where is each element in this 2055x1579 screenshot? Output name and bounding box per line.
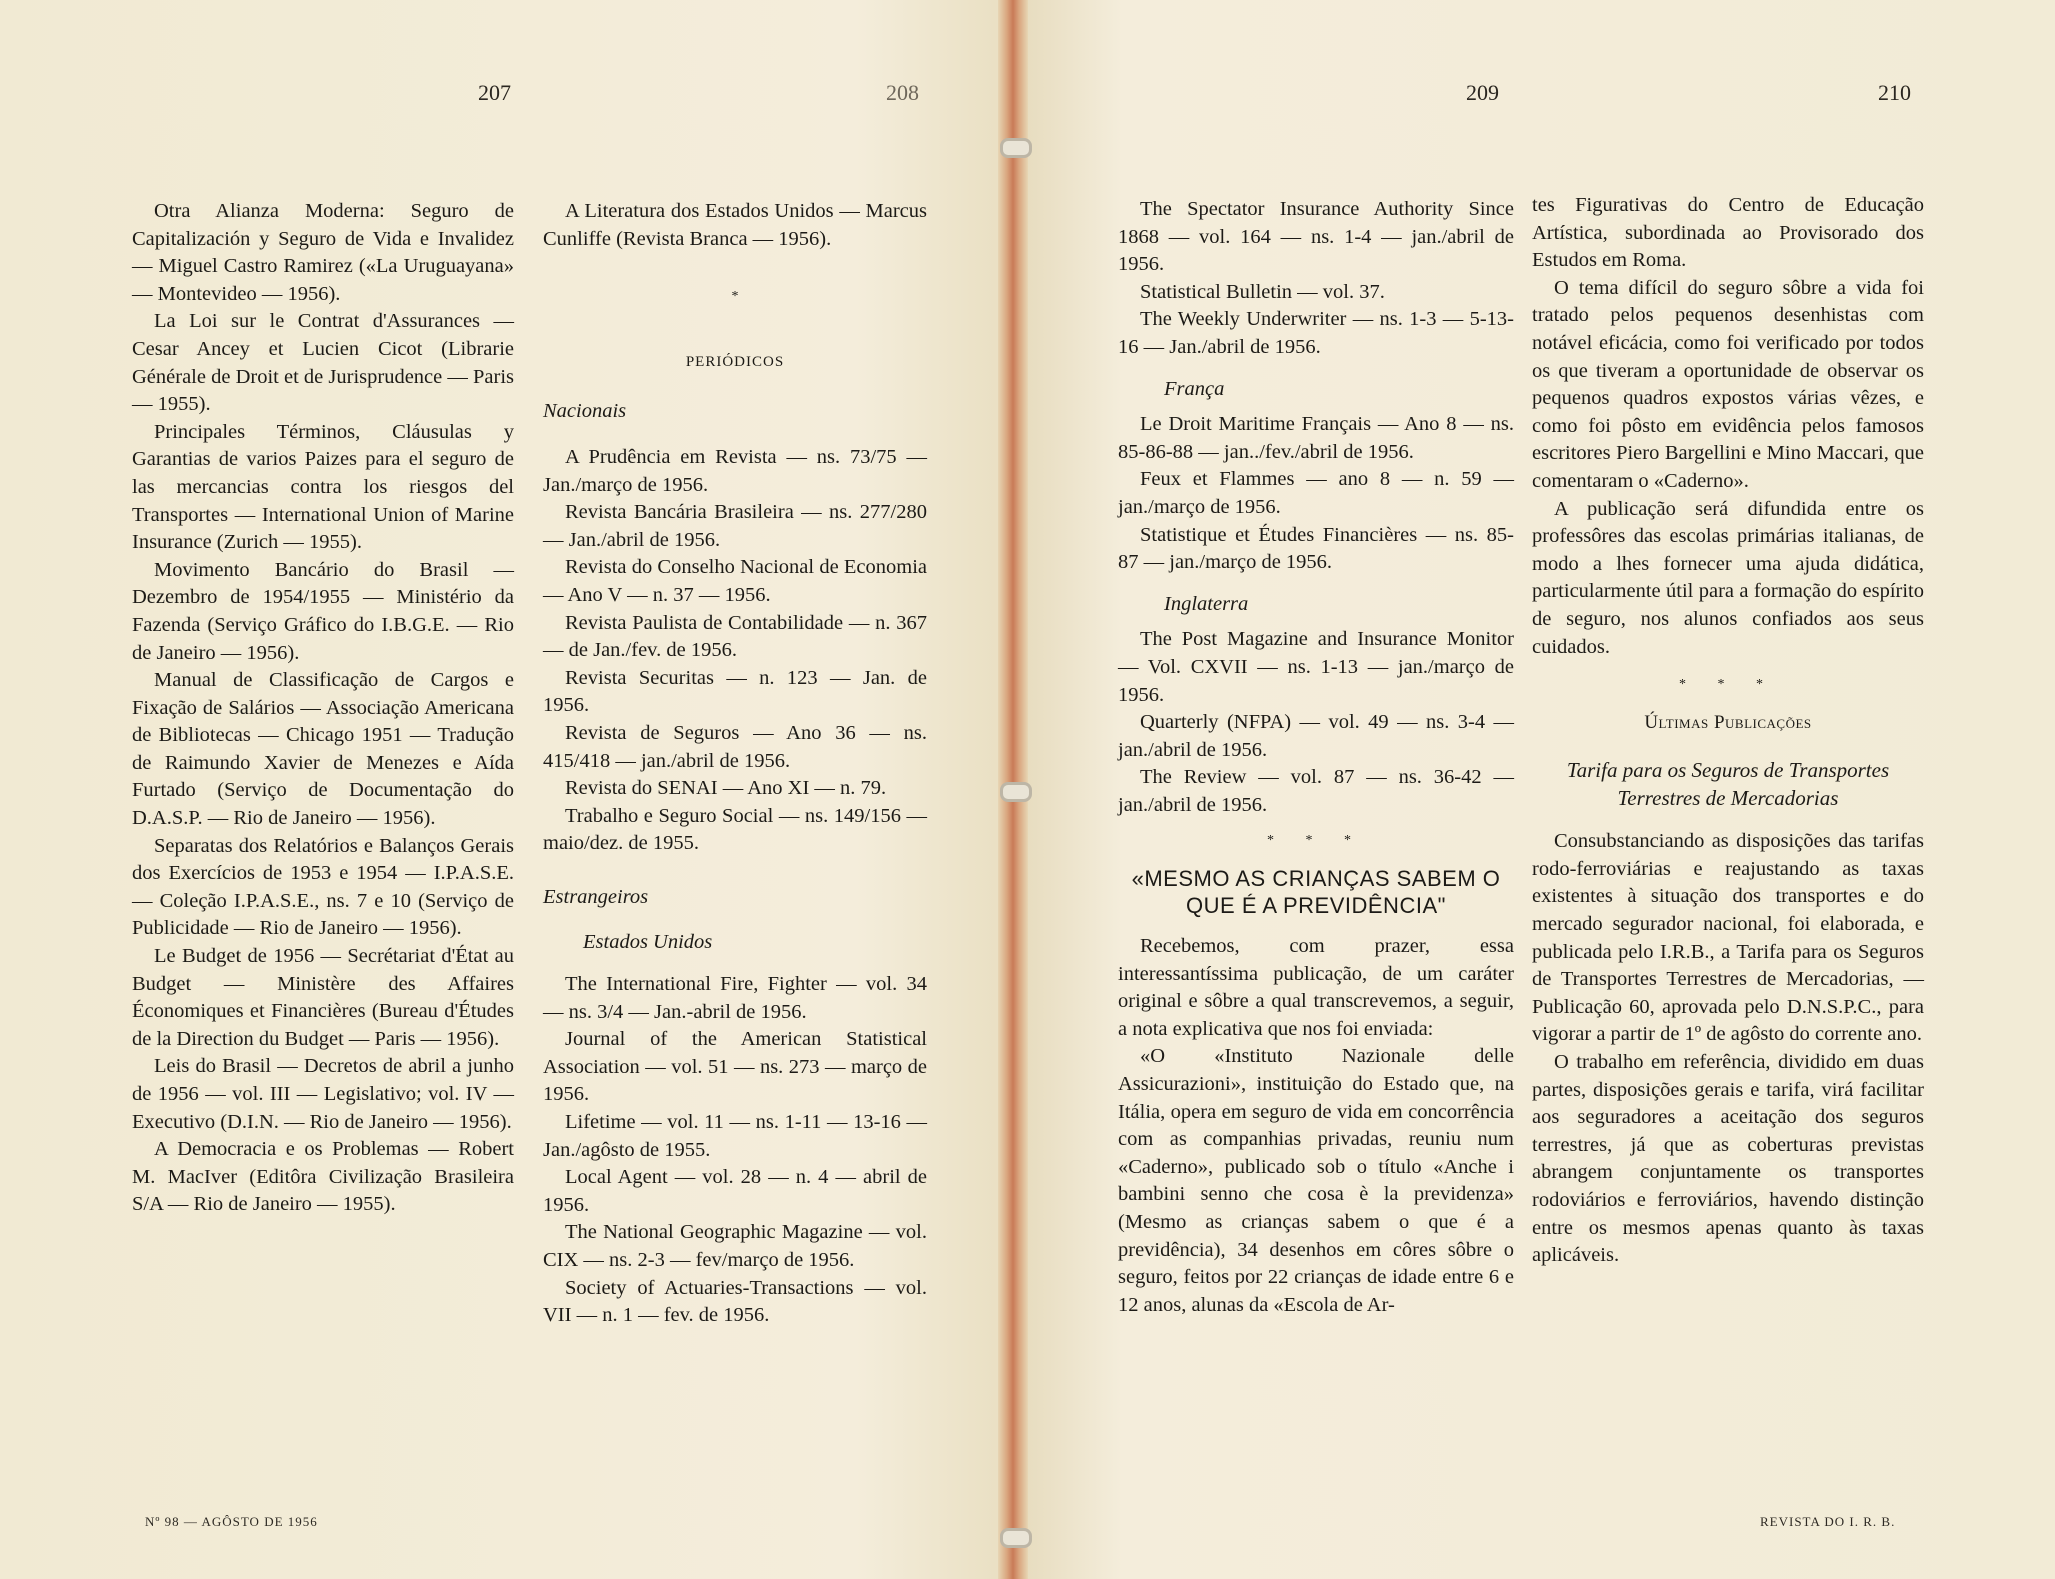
nacionais-heading: Nacionais [543,400,627,423]
article-paragraph: «O «Instituto Nazionale delle Assicurazioni», instituição do Estado que, na Itália, opera em seguro de vida em concorrência com as companhias privadas, reuniu num «Caderno», publicado sob o título «Anche i bambini senno che cosa è la previdenza» (Mesmo as crianças sabem o que é a previdência), 34 desenhos em côres sôbre o seguro, feitos por 22 crianças de idade entre 6 e 12 anos, alunas da «Escola de Ar- [1118,1045,1514,1316]
bibliography-entry: Otra Alianza Moderna: Seguro de Capitalización y Seguro de Vida e Invalidez — Miguel Castro Ramirez («La Uruguayana» — Montevideo — 1956). [132,200,514,305]
article-paragraph: O tema difícil do seguro sôbre a vida foi tratado pelos pequenos desenhistas com notável eficácia, como foi verificado por todos os que tiveram a oportunidade de observar os pequenos quadros expostos várias vêzes, e como foi pôsto em evidência pelos famosos escritores Piero Bargellini e Mino Maccari, que comentaram o «Caderno». [1532,276,1924,492]
bibliography-entry: Le Budget de 1956 — Secrétariat d'État au Budget — Ministère des Affaires Économiques et Financières (Bureau d'Études de la Direction du Budget — Paris — 1956). [132,945,514,1050]
article-paragraph: Recebemos, com prazer, essa interessantíssima publicação, de um caráter original e sôbre a qual transcrevemos, a seguir, a nota explicativa que nos foi enviada: [1118,935,1514,1040]
bibliography-entry: Principales Términos, Cláusulas y Garantias de varios Paizes para el seguro de las mercancias contra los riesgos del Transportes — International Union of Marine Insurance (Zurich — 1955). [132,420,514,554]
article-paragraph: A publicação será difundida entre os professôres das escolas primárias italianas, de modo a lhes fornecer uma ajuda didática, particularmente útil para a formação do espírito de seguro, nos alunos confiados aos seus cuidados. [1532,497,1924,658]
periodical-entry: Statistical Bulletin — vol. 37. [1140,280,1385,303]
periodical-entry: Society of Actuaries-Transactions — vol. VII — n. 1 — fev. de 1956. [543,1276,927,1327]
periodicos-heading: PERIÓDICOS [685,353,785,370]
periodical-entry: The Post Magazine and Insurance Monitor — Vol. CXVII — ns. 1-13 — jan./março de 1956. [1118,628,1514,706]
periodical-entry: Quarterly (NFPA) — vol. 49 — ns. 3-4 — jan./abril de 1956. [1118,711,1514,761]
estados-unidos-heading: Estados Unidos [583,931,713,954]
franca-heading: França [1164,377,1225,400]
column-3 [1118,196,1514,1319]
bibliography-entry: Movimento Bancário do Brasil — Dezembro de 1954/1955 — Ministério da Fazenda (Serviço Gráfico do I.B.G.E. — Rio de Janeiro — 1956). [132,558,514,664]
periodical-entry: Statistique et Études Financières — ns. 85-87 — jan./março de 1956. [1118,523,1514,574]
star-separator: * [731,289,739,305]
periodical-entry: Revista Bancária Brasileira — ns. 277/280 — Jan./abril de 1956. [543,501,927,551]
article-paragraph: Consubstanciando as disposições das tarifas rodo-ferroviárias e reajustando as taxas existentes à situação dos transportes e do mercado segurador nacional, foi elaborada, e publicada pelo I.R.B., a Tarifa para os Seguros de Transportes Terrestres de Mercadorias, — Publicação 60, aprovada pelo D.N.S.P.C., para vigorar a partir de 1º de agôsto do corrente ano. [1532,830,1924,1046]
estrangeiros-heading: Estrangeiros [543,885,649,908]
article-paragraph: tes Figurativas do Centro de Educação Artística, subordinada ao Provisorado dos Estudos em Roma. [1532,194,1924,272]
section-title: Últimas Publicações [1644,711,1812,733]
footer-journal: REVISTA DO I. R. B. [1760,1514,1896,1529]
periodical-entry: Journal of the American Statistical Association — vol. 51 — ns. 273 — março de 1956. [543,1028,927,1106]
periodical-entry: Le Droit Maritime Français — Ano 8 — ns. 85-86-88 — jan../fev./abril de 1956. [1118,413,1514,463]
column-1 [132,198,514,1219]
periodical-entry: Revista do SENAI — Ano XI — n. 79. [565,777,887,800]
periodical-entry: The National Geographic Magazine — vol. CIX — ns. 2-3 — fev/março de 1956. [543,1221,927,1271]
bibliography-entry: Manual de Classificação de Cargos e Fixação de Salários — Associação Americana de Bibliotecas — Chicago 1951 — Tradução de Raimundo Xavier de Menezes e Aída Furtado (Serviço de Documentação do D.A.S.P. — Rio de Janeiro — 1956). [132,669,514,830]
periodical-entry: Lifetime — vol. 11 — ns. 1-11 — 13-16 — Jan./agôsto de 1955. [543,1111,927,1161]
column-2 [543,198,927,1330]
star-separator: * * * [1267,833,1365,849]
bibliography-entry: A Literatura dos Estados Unidos — Marcus Cunliffe (Revista Branca — 1956). [543,200,927,250]
column-4 [1532,192,1924,1270]
periodical-entry: The International Fire, Fighter — vol. 34 — ns. 3/4 — Jan.-abril de 1956. [543,973,927,1023]
periodical-entry: A Prudência em Revista — ns. 73/75 — Jan./março de 1956. [543,445,927,496]
staple-middle [1000,782,1032,802]
page-number-209: 209 [1466,80,1499,105]
article-title: «MESMO AS CRIANÇAS SABEM O QUE É A PREVIDÊNCIA" [1131,866,1501,919]
periodical-entry: Local Agent — vol. 28 — n. 4 — abril de 1956. [543,1166,927,1216]
bibliography-entry: Separatas dos Relatórios e Balanços Gerais dos Exercícios de 1953 e 1954 — I.P.A.S.E. — Coleção I.P.A.S.E., ns. 7 e 10 (Serviço de Publicidade — Rio de Janeiro — 1956). [132,834,514,940]
page-number-210: 210 [1878,80,1911,105]
staple-bottom [1000,1528,1032,1548]
footer-issue: Nº 98 — AGÔSTO DE 1956 [145,1514,318,1529]
bibliography-entry: La Loi sur le Contrat d'Assurances — Cesar Ancey et Lucien Cicot (Librarie Générale de Droit et de Jurisprudence — Paris — 1955). [132,310,514,416]
bibliography-entry: Leis do Brasil — Decretos de abril a junho de 1956 — vol. III — Legislativo; vol. IV — Executivo (D.I.N. — Rio de Janeiro — 1956). [132,1055,514,1133]
periodical-entry: Revista do Conselho Nacional de Economia — Ano V — n. 37 — 1956. [543,556,927,606]
periodical-entry: Feux et Flammes — ano 8 — n. 59 — jan./março de 1956. [1118,468,1514,518]
periodical-entry: The Weekly Underwriter — ns. 1-3 — 5-13-16 — Jan./abril de 1956. [1118,308,1514,358]
periodical-entry: Revista Paulista de Contabilidade — n. 367 — de Jan./fev. de 1956. [543,611,927,662]
star-separator: * * * [1679,677,1777,693]
periodical-entry: The Review — vol. 87 — ns. 36-42 — jan./abril de 1956. [1118,766,1514,816]
page-number-208: 208 [886,80,919,105]
page-number-207: 207 [478,80,511,105]
periodical-entry: Revista de Seguros — Ano 36 — ns. 415/418 — jan./abril de 1956. [543,721,927,772]
inglaterra-heading: Inglaterra [1164,592,1249,615]
publication-title: Tarifa para os Seguros de Transportes Terrestres de Mercadorias [1566,758,1890,811]
periodical-entry: The Spectator Insurance Authority Since 1868 — vol. 164 — ns. 1-4 — jan./abril de 1956. [1118,198,1514,276]
bibliography-entry: A Democracia e os Problemas — Robert M. MacIver (Editôra Civilização Brasileira S/A — Rio de Janeiro — 1955). [132,1138,514,1216]
article-paragraph: O trabalho em referência, dividido em duas partes, disposições gerais e tarifa, virá facilitar aos seguradores a aceitação dos seguros terrestres, já que as coberturas previstas abrangem conjuntamente os transportes rodoviários e ferroviários, havendo distinção entre os mesmos apenas quanto às taxas aplicáveis. [1532,1051,1924,1267]
staple-top [1000,138,1032,158]
periodical-entry: Trabalho e Seguro Social — ns. 149/156 — maio/dez. de 1955. [543,804,927,855]
periodical-entry: Revista Securitas — n. 123 — Jan. de 1956. [543,666,927,717]
